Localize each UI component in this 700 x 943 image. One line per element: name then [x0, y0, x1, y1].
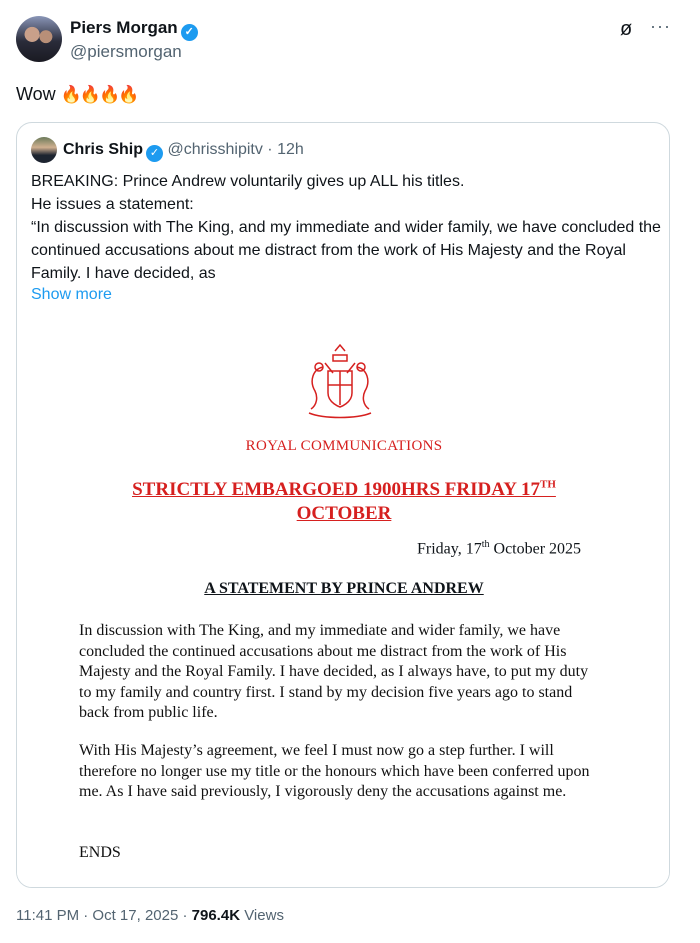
author-name[interactable]: Piers Morgan ✓ — [70, 18, 198, 41]
statement-ends: ENDS — [79, 844, 121, 861]
quote-header — [63, 141, 304, 162]
author-avatar[interactable] — [16, 16, 62, 62]
quote-line: He issues a statement: — [31, 196, 194, 213]
statement-paragraph-1: In discussion with The King, and my immediate and wider family, we have concluded the continued accusations about me distract from the work of His Majesty and the Royal Family. I have decided, as I always have, to put my duty to my family and country first. I stand by my decision five years ago to stand back from public life. — [79, 622, 589, 721]
more-options-icon[interactable]: ··· — [650, 16, 671, 36]
tweet-meta: 11:41 PM · Oct 17, 2025 · 796.4K Views — [16, 907, 284, 924]
quote-text — [31, 170, 661, 285]
quote-line: BREAKING: Prince Andrew voluntarily gives up ALL his titles. — [31, 173, 465, 190]
timestamp[interactable]: 11:41 PM · Oct 17, 2025 · — [16, 907, 192, 924]
quote-author-name[interactable]: Chris Ship — [63, 141, 144, 158]
verified-badge-icon: ✓ — [181, 24, 198, 41]
statement-date: Friday, 17th October 2025 — [417, 539, 582, 558]
quote-line: “In discussion with The King, and my immediate and wider family, we have concluded the continued accusations about me distract from the work of His Majesty and the Royal Family. I have decided, as — [31, 219, 661, 282]
view-count: 796.4K — [191, 907, 241, 924]
quote-avatar[interactable] — [31, 137, 57, 163]
quote-time[interactable]: · 12h — [267, 141, 304, 158]
quoted-tweet[interactable] — [16, 122, 670, 888]
show-more-link[interactable]: Show more — [31, 286, 112, 303]
grok-icon[interactable]: ø — [620, 18, 633, 40]
embargo-notice: STRICTLY EMBARGOED 1900HRS FRIDAY 17TH OCTOBER — [132, 479, 556, 525]
author-handle[interactable]: @piersmorgan — [70, 42, 182, 61]
org-name: ROYAL COMMUNICATIONS — [245, 438, 443, 454]
tweet-text: Wow 🔥🔥🔥🔥 — [16, 84, 138, 104]
statement-heading: A STATEMENT BY PRINCE ANDREW — [204, 580, 484, 597]
royal-coat-of-arms-icon — [295, 343, 385, 423]
statement-paragraph-2: With His Majesty’s agreement, we feel I must now go a step further. I will therefore no longer use my title or the honours which have been conferred upon me. As I have said previously, I vigorously deny the accusations against me. — [79, 742, 590, 800]
fire-emoji: 🔥🔥🔥🔥 — [60, 85, 138, 104]
statement-image[interactable] — [17, 321, 670, 888]
verified-badge-icon: ✓ — [146, 145, 163, 162]
quote-handle[interactable]: @chrisshipitv — [167, 141, 263, 158]
